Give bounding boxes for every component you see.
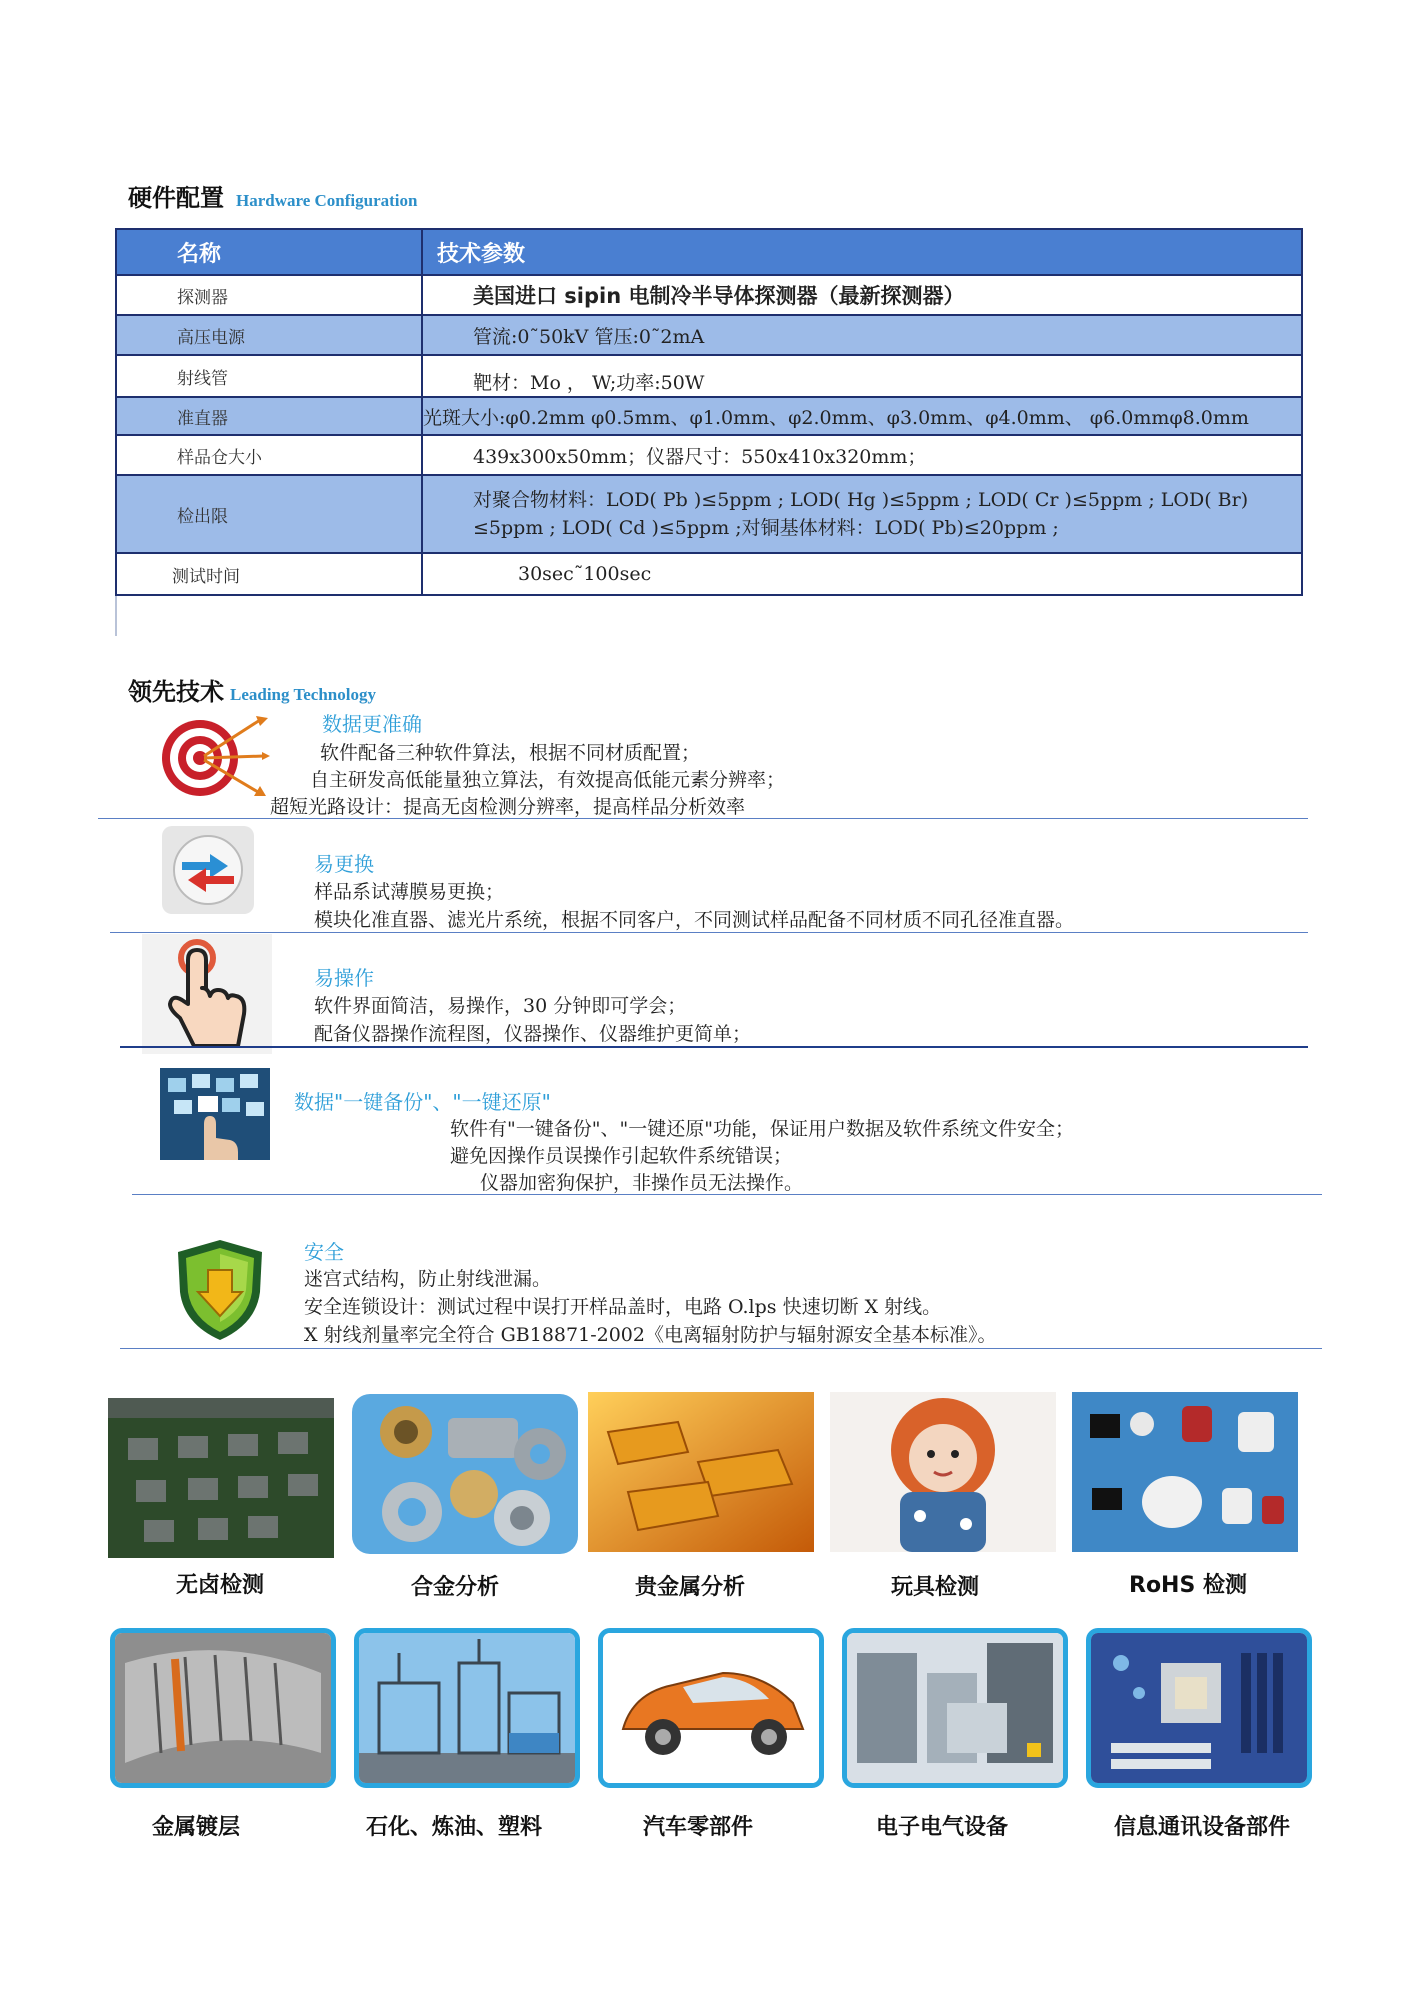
hardware-subtitle: Hardware Configuration bbox=[236, 191, 418, 210]
application-label: 玩具检测 bbox=[890, 1575, 979, 1600]
application-label: RoHS 检测 bbox=[1129, 1573, 1247, 1598]
hand-pointer-icon bbox=[142, 934, 272, 1054]
tech-item-line: 模块化准直器、滤光片系统，根据不同客户，不同测试样品配备不同材质不同孔径准直器。 bbox=[314, 909, 1075, 931]
row-value bbox=[422, 475, 1302, 553]
hardware-title: 硬件配置 bbox=[128, 184, 224, 212]
table-row bbox=[116, 355, 1302, 397]
row-value: 管流:0˜50kV 管压:0˜2mA bbox=[422, 315, 1302, 355]
tech-item-line: 避免因操作员误操作引起软件系统错误； bbox=[450, 1145, 793, 1167]
tech-item-title: 易操作 bbox=[314, 966, 374, 990]
table-row bbox=[116, 475, 1302, 553]
application-label: 信息通讯设备部件 bbox=[1113, 1815, 1290, 1840]
data-cubes-icon bbox=[160, 1068, 270, 1160]
table-row bbox=[116, 275, 1302, 315]
divider bbox=[120, 1046, 1308, 1048]
appliances-icon bbox=[1072, 1392, 1298, 1552]
row-name: 射线管 bbox=[116, 355, 422, 397]
technology-subtitle: Leading Technology bbox=[230, 685, 376, 704]
tech-item-line: 配备仪器操作流程图，仪器操作、仪器维护更简单； bbox=[314, 1023, 752, 1045]
target-icon bbox=[160, 712, 270, 804]
row-name: 检出限 bbox=[116, 475, 422, 553]
tech-item-line: 软件界面简洁，易操作，30 分钟即可学会； bbox=[314, 995, 687, 1017]
application-label: 无卤检测 bbox=[175, 1573, 264, 1598]
gold-bars-icon bbox=[588, 1392, 814, 1552]
divider bbox=[110, 932, 1308, 933]
tech-item-line: 仪器加密狗保护，非操作员无法操作。 bbox=[480, 1172, 804, 1194]
table-header-row bbox=[116, 229, 1302, 275]
tech-item-line: 迷宫式结构，防止射线泄漏。 bbox=[304, 1268, 552, 1290]
row-value: 靶材：Mo ， W;功率:50W bbox=[422, 355, 1302, 397]
refinery-icon bbox=[354, 1628, 580, 1788]
row-value: 30sec˜100sec bbox=[422, 553, 1302, 595]
row-value-line: ≤5ppm ; LOD( Cd )≤5ppm ;对铜基体材料：LOD( Pb)≤20ppm ; bbox=[473, 517, 1059, 539]
tech-item-line: 软件配备三种软件算法，根据不同材质配置； bbox=[320, 742, 701, 764]
application-label: 贵金属分析 bbox=[634, 1575, 745, 1600]
divider bbox=[132, 1194, 1322, 1195]
shield-icon bbox=[172, 1236, 268, 1344]
tech-item-line: 软件有"一键备份"、"一键还原"功能，保证用户数据及软件系统文件安全； bbox=[450, 1118, 1074, 1140]
tech-item-line: 超短光路设计：提高无卤检测分辨率，提高样品分析效率 bbox=[270, 796, 746, 818]
row-value-line: 对聚合物材料：LOD( Pb )≤5ppm ; LOD( Hg )≤5ppm ; LOD( Cr )≤5ppm ; LOD( Br) bbox=[473, 489, 1249, 511]
table-row bbox=[116, 553, 1302, 595]
row-value: 439x300x50mm；仪器尺寸：550x410x320mm； bbox=[422, 435, 1302, 475]
tech-item-line: 自主研发高低能量独立算法，有效提高低能元素分辨率； bbox=[310, 769, 786, 791]
tech-item-line: 安全连锁设计：测试过程中误打开样品盖时，电路 O.lps 快速切断 X 射线。 bbox=[304, 1296, 942, 1318]
car-icon bbox=[598, 1628, 824, 1788]
tech-item-title: 安全 bbox=[304, 1240, 344, 1264]
application-label: 石化、炼油、塑料 bbox=[365, 1815, 542, 1840]
row-name: 准直器 bbox=[116, 397, 422, 435]
hardware-spec-table bbox=[115, 228, 1303, 596]
circuit-board-icon bbox=[108, 1398, 334, 1558]
row-name: 测试时间 bbox=[116, 553, 422, 595]
row-value: 光斑大小:φ0.2mm φ0.5mm、φ1.0mm、φ2.0mm、φ3.0mm、φ4.0mm、 φ6.0mmφ8.0mm bbox=[422, 397, 1302, 435]
application-label: 合金分析 bbox=[410, 1575, 499, 1600]
doll-icon bbox=[830, 1392, 1056, 1552]
technology-section-heading bbox=[128, 672, 376, 707]
application-label: 金属镀层 bbox=[151, 1815, 240, 1840]
header-name: 名称 bbox=[116, 229, 422, 275]
tech-item-line: X 射线剂量率完全符合 GB18871-2002《电离辐射防护与辐射源安全基本标准》。 bbox=[304, 1324, 997, 1346]
row-name: 探测器 bbox=[116, 275, 422, 315]
technology-title: 领先技术 bbox=[128, 678, 224, 706]
table-row bbox=[116, 435, 1302, 475]
divider bbox=[98, 818, 1308, 819]
row-name: 高压电源 bbox=[116, 315, 422, 355]
tech-item-title: 数据更准确 bbox=[322, 712, 422, 736]
metal-parts-icon bbox=[352, 1394, 578, 1554]
row-value: 美国进口 sipin 电制冷半导体探测器（最新探测器） bbox=[422, 275, 1302, 315]
header-params: 技术参数 bbox=[422, 229, 1302, 275]
table-row bbox=[116, 315, 1302, 355]
machinery-icon bbox=[842, 1628, 1068, 1788]
tech-item-line: 样品系试薄膜易更换； bbox=[314, 881, 505, 903]
metal-sheets-icon bbox=[110, 1628, 336, 1788]
tech-item-title: 数据"一键备份"、"一键还原" bbox=[294, 1090, 551, 1114]
hardware-section-heading bbox=[128, 178, 418, 213]
tech-item-title: 易更换 bbox=[314, 852, 374, 876]
motherboard-icon bbox=[1086, 1628, 1312, 1788]
exchange-arrows-icon bbox=[162, 826, 254, 914]
table-footer-line bbox=[115, 596, 117, 636]
row-name: 样品仓大小 bbox=[116, 435, 422, 475]
application-label: 电子电气设备 bbox=[875, 1815, 1008, 1840]
divider bbox=[120, 1348, 1322, 1349]
application-label: 汽车零部件 bbox=[642, 1815, 753, 1840]
table-row bbox=[116, 397, 1302, 435]
